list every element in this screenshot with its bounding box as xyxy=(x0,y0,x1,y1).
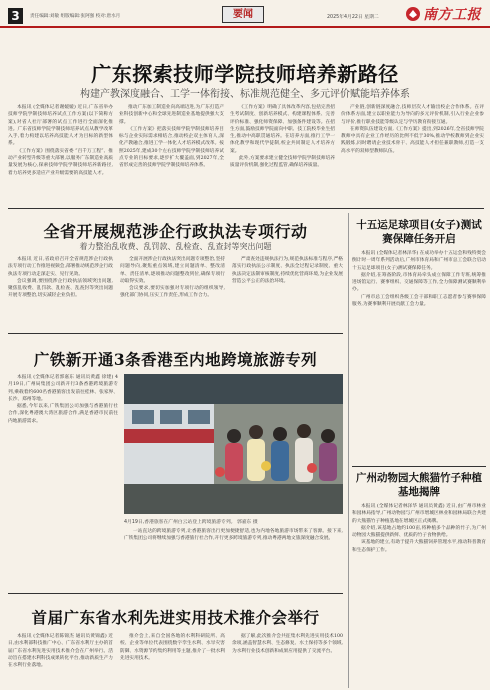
sidebar-story-b-headline: 广州动物园大熊猫竹子种植基地揭牌 xyxy=(356,472,482,498)
story2-bottom-rule xyxy=(8,333,343,334)
masthead-logo xyxy=(404,3,488,24)
sidebar-story-a-headline: 十五运足球项目(女子)测试赛保障任务开启 xyxy=(356,219,482,245)
story3-headline: 广铁新开通3条香港至内地跨境旅游专列 xyxy=(33,350,318,369)
story1-column-4: 产业链,创新链深度融合,技师层次人才输出校企合作体系。在评价体系方面,建立以职业能力为导向的多元评价机制,引入行业企业参与评价,推行职业技能等级认定与学历教育衔接互通。 在师资队伍建设方面,《工作方案》提出,到2026年,全省技师学院教师中具有企业工作经历的比例不低于30%,推动学校教师到企业实践锻炼,同时聘请企业技术骨干、高技能人才担任兼职教师,打造一支高水平的双师型教师队伍。 xyxy=(341,105,484,154)
story3-photo-caption: 4月19日,香港旅客在广州白云站登上跨境旅游专列。 郭嘉东 摄 xyxy=(124,520,258,525)
story4-column-3: 据了解,此次推介会共征集水利先进实用技术100余项,涵盖智慧水利、生态修复、水土保持等多个领域,为水利行业技术创新和成果应用提供了交流平台。 xyxy=(232,634,343,654)
story3-column-2: 一站直达的跨境旅游专列,让香港旅客出行更加便捷舒适,也为内地各地旅游市场带来了客源。接下来,广铁集团公司将继续加强与香港旅行社合作,开行更多跨境旅游专列,推动粤港两地文旅深度融合发展。 xyxy=(124,529,343,542)
masthead-emblem-icon xyxy=(405,6,421,22)
page-number-badge: 3 xyxy=(8,8,23,24)
section-label: 要闻 xyxy=(222,6,264,23)
sidebar-mid-rule xyxy=(352,466,486,467)
story2-subheadline: 着力整治乱收费、乱罚款、乱检查、乱查封等突出问题 xyxy=(79,242,272,251)
masthead-title: 南方工报 xyxy=(423,7,481,23)
train-platform-photo xyxy=(124,374,343,514)
header-divider xyxy=(0,26,490,28)
story4-column-1: 本报讯 (全媒体记者陈锦杰 通讯员黄锦鑫) 近日,由水利部科技推广中心、广东省水利厅主办的首届广东省水利先进实用技术推介会在广州举行。活动旨在搭建水利科技成果转化平台,推动新质生产力在水利行业落地。 xyxy=(8,634,113,669)
story2-column-1: 本报讯 近日,省政府召开全省规范涉企行政执法专项行动工作推进视频会,部署推动规范涉企行政执法专项行动走深走实、见行见效。 会议强调,要围绕涉企行政执法领域突出问题,聚焦乱收费、乱罚款、乱检查、乱查封等突出问题开展专项整治,切实减轻企业负担。 xyxy=(8,257,113,299)
story1-headline: 广东探索技师学院技师培养新路径 xyxy=(91,62,399,86)
story1-column-3: 《工作方案》明确了具体改革内容,包括完善招生考试制度、创新培养模式、构建课程体系、完善评价标准、强化师资保障、加强条件建设等。在招生方面,鼓励技师学院面向中职、技工院校毕业生招生,推动中高职贯通培养。在培养方面,推行工学一体化教学和现代学徒制,校企共同制定人才培养方案。 此外,方案要求建立健全技师学院学制技师培养质量评价机制,强化过程监管,确保培养质量。 xyxy=(230,105,335,169)
sidebar-story-a-body: 本报讯 (全媒体记者林泽华) 在成功举办十五运会和残特奥会倒计时一周年系列活动后,广州市体育局和广州市总工会联合启动十五运足球项目(女子)测试赛保障任务。 据介绍,在筹备阶段,市体育局牵头成立保障工作专班,统筹推进场馆运行、赛事组织、交通保障等工作,全力保障测试赛顺利举办。 广州市总工会组织各级工会干部和职工志愿者参与赛事保障服务,为赛事顺利开展贡献工会力量。 xyxy=(352,251,486,308)
story4-column-2: 推介会上,来自全国各地的水利科研院所、高校、企业等单位代表围绕数字孪生水利、水旱灾害防御、水资源节约集约利用等主题,推介了一批水利先进实用技术。 xyxy=(120,634,225,661)
story1-column-2: 推动广东加工制造业向高端迈进,为广东打造产业科技创新中心和全球先进制造业基地提供强大支撑。 《工作方案》把落实技师学院学制技师培养目标与企业实际需求相结合,推动校企双主体育人,深化产教融合,推进工学一体化人才培养模式改革。按照2025年,建成30个左右技师学院学制技师培养试点专业的目标要求,逐步扩大覆盖面,到2027年,全省形成完善的技师学院学制技师培养体系。 xyxy=(119,105,224,169)
sidebar-story-b-body: 本报讯 (全媒体记者林泽华 通讯员黄鑫) 近日,由广州市林业和园林局指导,广州动物园与广州市增城区林业和园林局联合共建的大熊猫竹子种植基地在增城区正式揭牌。 据介绍,该基地占地约100亩,将种植多个品种的竹子,为广州动物园大熊猫提供新鲜、优质的竹子食物供给。 该基地的建立,有助于提升大熊猫饲养管理水平,推动科普教育和生态保护工作。 xyxy=(352,504,486,553)
story2-column-2: 全面开展涉企行政执法突出问题专项整治,坚持问题导向,聚焦重点领域,建立问题清单、整改清单、责任清单,逐项推动问题整改到位,确保专项行动取得实效。 会议要求,要切实加强对专项行动的组织领导,强化部门协同,压实工作责任,形成工作合力。 xyxy=(120,257,225,299)
story4-headline: 首届广东省水利先进实用技术推介会举行 xyxy=(31,608,320,627)
editor-credits: 责任编辑:刘敏 组版编辑:张阿强 校对:唐水月 xyxy=(30,14,121,19)
sidebar-divider xyxy=(348,213,349,688)
story1-bottom-rule xyxy=(8,208,484,209)
story1-column-1: 本报讯 (全媒体记者谢媛媛) 近日,广东省举办技师学院学制技师培养试点工作方案(以下简称方案),对省人社厅部署的试点工作进行全面深化推进。广东省技师学院学制技师培养试点从教学改革入手,着力构建以培养高技能人才为目标的新型体系。 《工作方案》围绕落实省委 “百千万工程”、推动产业转型升级等重大部署,以服务广东制造业高质量发展为核心,探索技师学院学制技师培养新路径,着力培养更多适应产业升级需要的高技能人才。 xyxy=(8,105,113,176)
story2-headline: 全省开展规范涉企行政执法专项行动 xyxy=(43,222,308,241)
story1-subheadline: 构建产教深度融合、工学一体衔接、标准规范健全、多元评价赋能培养体系 xyxy=(80,89,410,100)
story3-column-1: 本报讯 (全媒体记者郭嘉东 通讯员黄鑫 徐建) 4月19日,广州局集团公司新开行3条香港跨境旅游专列,乘载着约600名香港旅客出发前往桂林、张家界、长沙、郑州等地。 据悉,今年以来,广铁集团公司加强与香港旅行社合作,深化粤港澳大湾区旅游合作,满足香港市民前往内地旅游需求。 xyxy=(8,375,118,424)
issue-date: 2025年4月22日 星期二 xyxy=(327,15,379,20)
story3-bottom-rule xyxy=(8,593,343,594)
story3-photo xyxy=(124,374,343,514)
story2-column-3: 严肃查处违规执法行为,规范执法标准与程序,严格落实行政执法公示制度、执法全过程记录制度、重大执法决定法制审核制度,持续优化营商环境,为企业发展营造公平公正的法治环境。 xyxy=(232,257,343,284)
